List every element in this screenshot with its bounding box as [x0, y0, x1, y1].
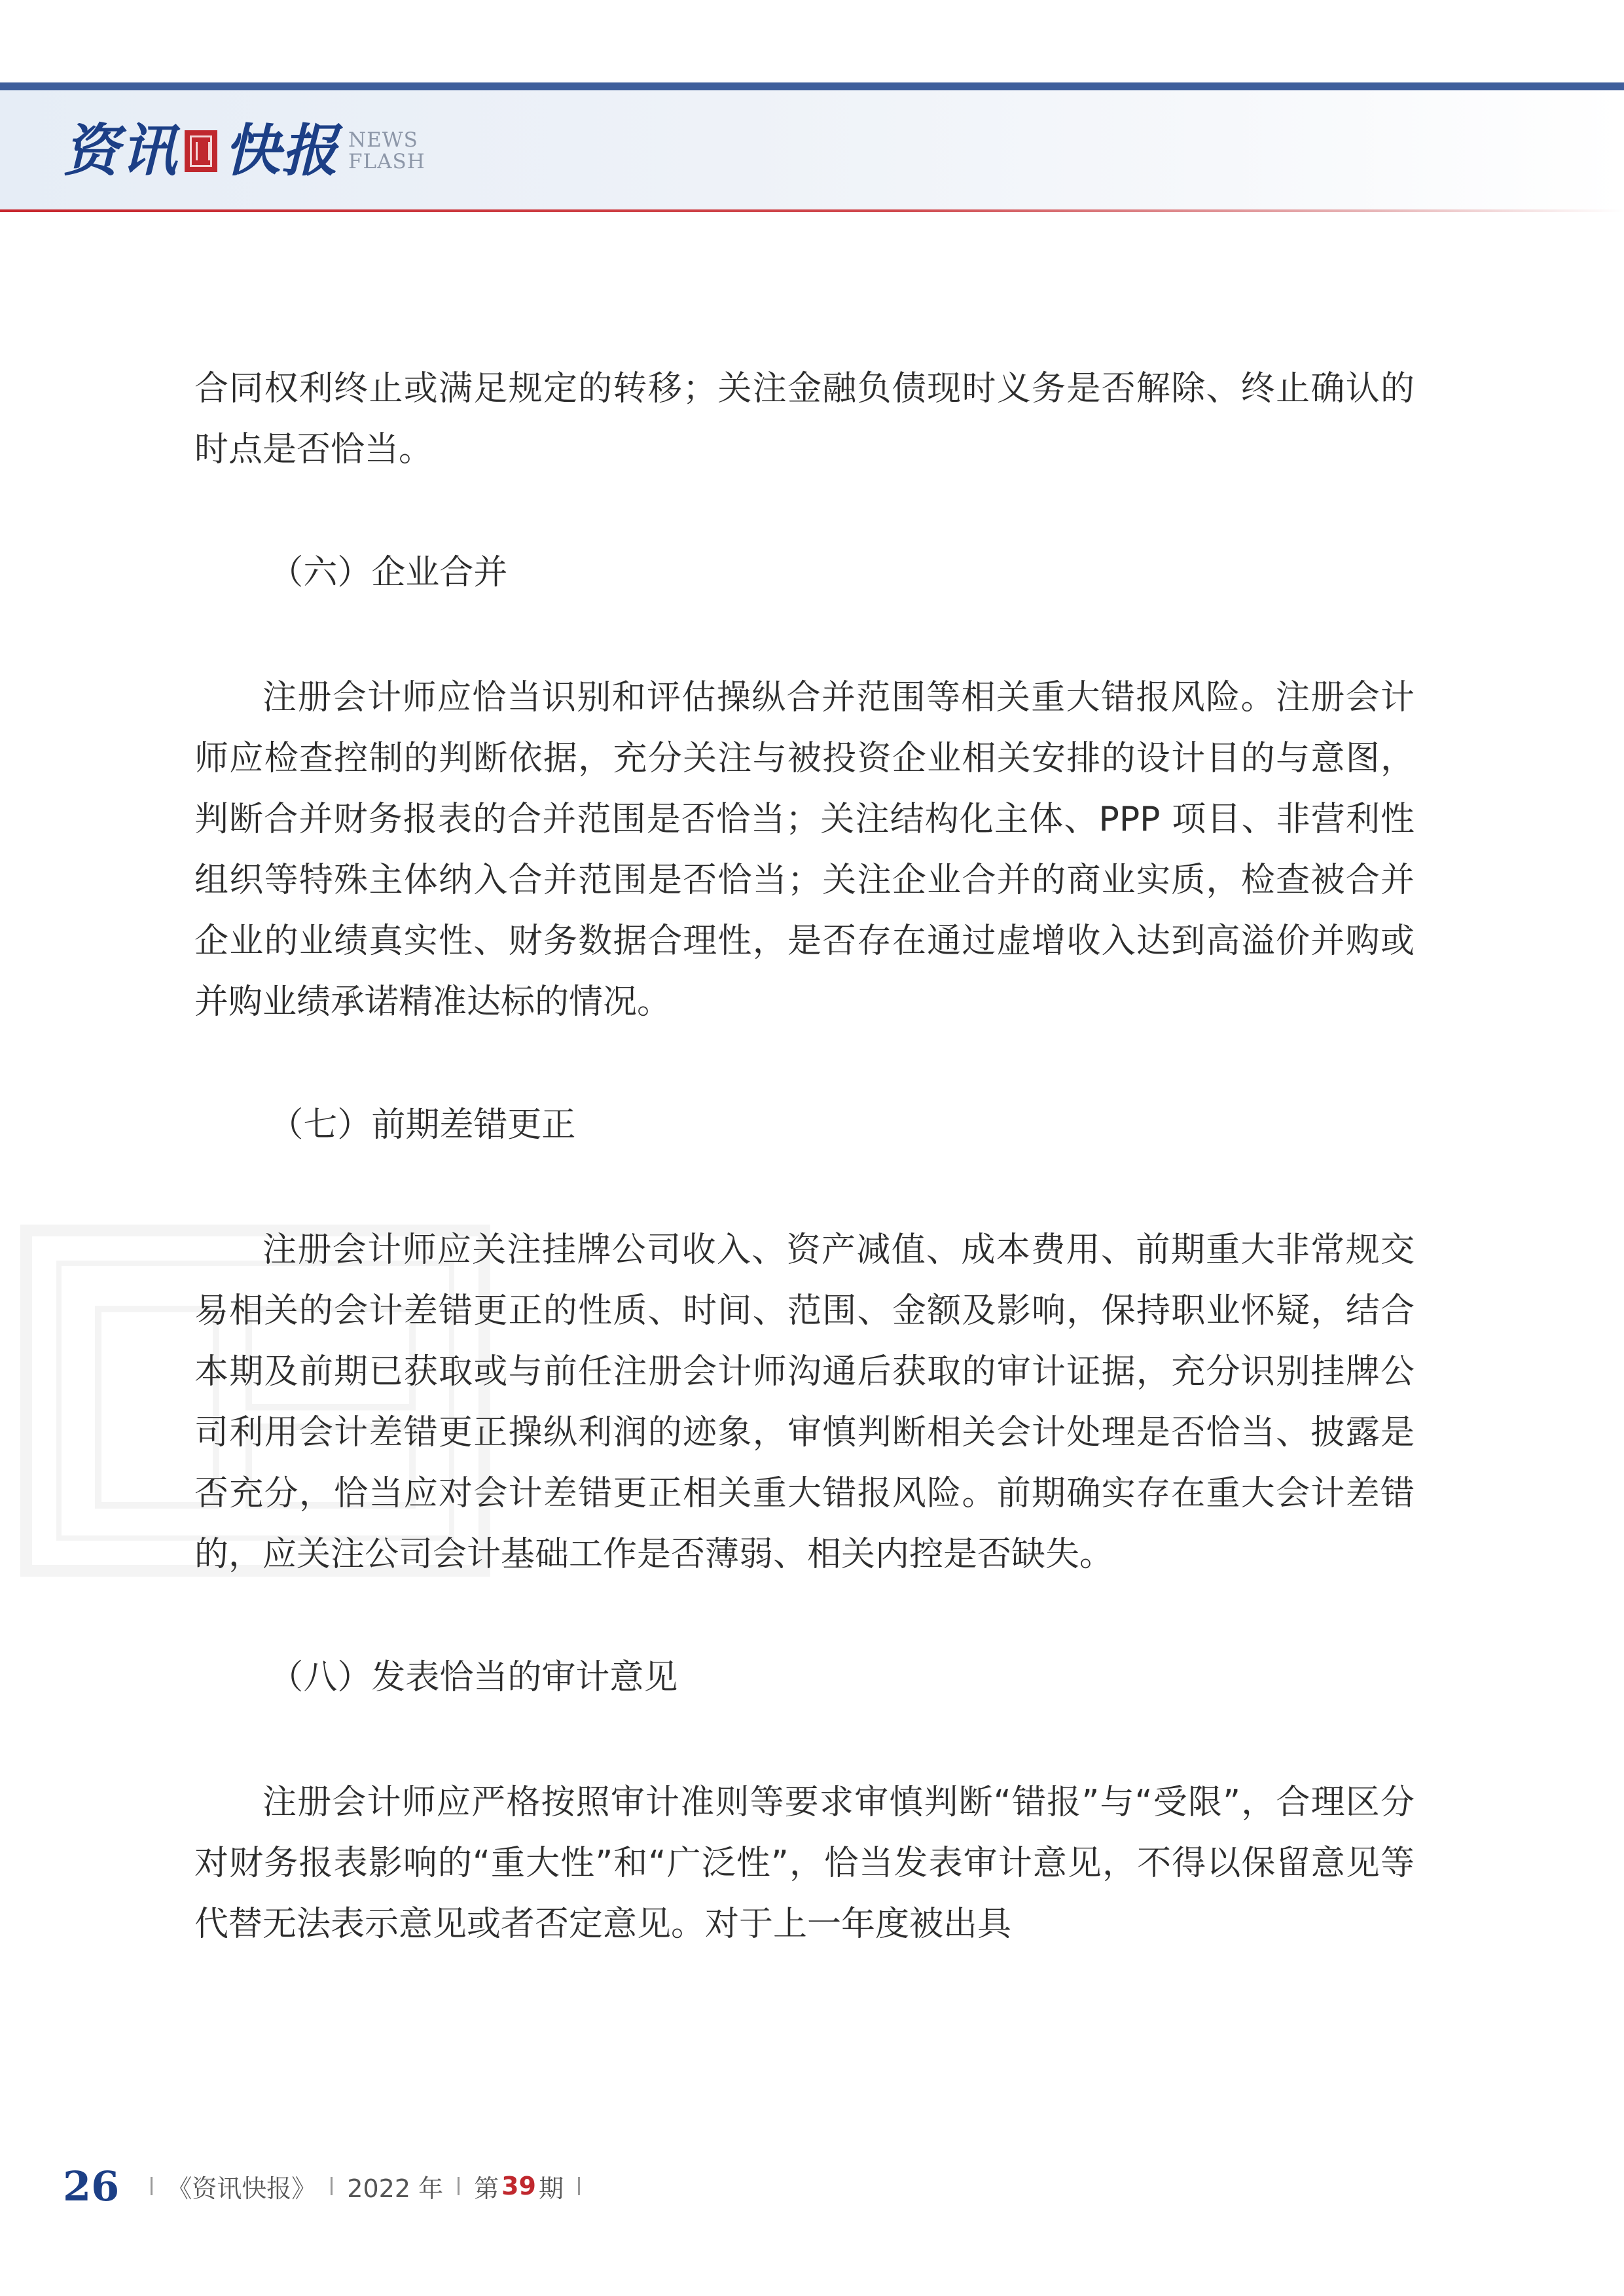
- logo-text-right: 快报: [224, 118, 339, 184]
- section-heading-6: （六）企业合并: [269, 553, 508, 592]
- footer-issue-prefix: 第: [474, 2174, 499, 2203]
- page-footer: [63, 2162, 594, 2210]
- seal-icon: [185, 130, 217, 172]
- logo-news-line1: NEWS: [348, 128, 418, 152]
- header-red-line: [0, 209, 1624, 212]
- header-top-rule: [0, 82, 1624, 90]
- footer-separator: [458, 2177, 460, 2195]
- article-body: [194, 359, 1415, 1955]
- page-number: 26: [63, 2162, 120, 2210]
- footer-separator: [578, 2177, 580, 2195]
- footer-year: 2022 年: [347, 2174, 444, 2203]
- publication-logo: [63, 115, 425, 187]
- footer-issue-number: 39: [501, 2172, 536, 2200]
- paragraph-6: 注册会计师应恰当识别和评估操纵合并范围等相关重大错报风险。注册会计师应检查控制的判断依据，充分关注与被投资企业相关安排的设计目的与意图，判断合并财务报表的合并范围是否恰当；关注结构化主体、PPP 项目、非营利性组织等特殊主体纳入合并范围是否恰当；关注企业合并的商业实质，检查被合并企业的业绩真实性、财务数据合理性，是否存在通过虚增收入达到高溢价并购或并购业绩承诺精准达标的情况。: [194, 678, 1415, 1022]
- paragraph-8: 注册会计师应严格按照审计准则等要求审慎判断“错报”与“受限”，合理区分对财务报表影响的“重大性”和“广泛性”，恰当发表审计意见，不得以保留意见等代替无法表示意见或者否定意见。对于上一年度被出具: [194, 1783, 1415, 1944]
- section-heading-7: （七）前期差错更正: [269, 1105, 576, 1145]
- footer-separator: [331, 2177, 333, 2195]
- footer-separator: [151, 2177, 153, 2195]
- paragraph-continued: 合同权利终止或满足规定的转移；关注金融负债现时义务是否解除、终止确认的时点是否恰当。: [194, 369, 1415, 469]
- logo-news-line2: FLASH: [348, 150, 425, 173]
- footer-publication: 《资讯快报》: [167, 2174, 317, 2203]
- logo-text-left: 资讯: [63, 118, 178, 184]
- section-heading-8: （八）发表恰当的审计意见: [269, 1658, 678, 1697]
- footer-issue-suffix: 期: [539, 2174, 564, 2203]
- logo-news-flash: [348, 130, 425, 173]
- paragraph-7: 注册会计师应关注挂牌公司收入、资产减值、成本费用、前期重大非常规交易相关的会计差错更正的性质、时间、范围、金额及影响，保持职业怀疑，结合本期及前期已获取或与前任注册会计师沟通后获取的审计证据，充分识别挂牌公司利用会计差错更正操纵利润的迹象，审慎判断相关会计处理是否恰当、披露是否充分，恰当应对会计差错更正相关重大错报风险。前期确实存在重大会计差错的，应关注公司会计基础工作是否薄弱、相关内控是否缺失。: [194, 1230, 1415, 1574]
